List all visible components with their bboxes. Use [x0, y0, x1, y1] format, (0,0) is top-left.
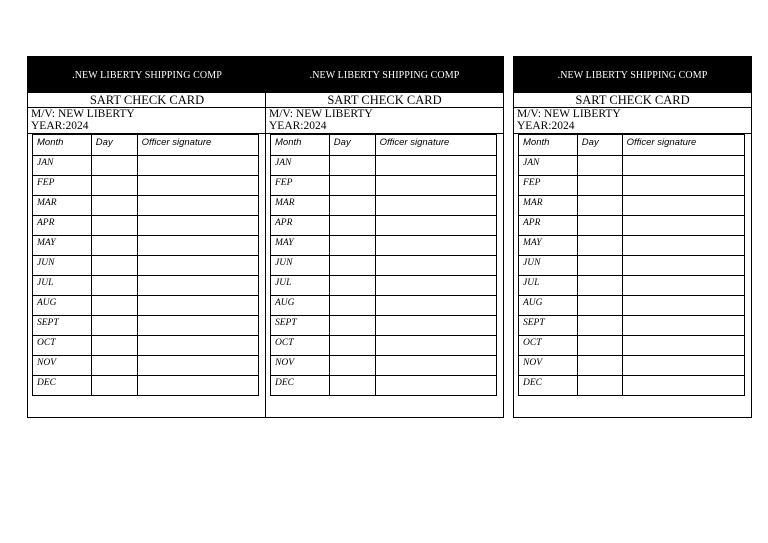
day-cell[interactable]	[329, 316, 375, 336]
month-cell: SEPT	[519, 316, 578, 336]
officer-signature-cell[interactable]	[375, 196, 496, 216]
officer-signature-cell[interactable]	[137, 296, 258, 316]
table-row	[33, 156, 259, 176]
column-header-officer-signature: Officer signature	[375, 135, 496, 156]
day-cell[interactable]	[577, 276, 622, 296]
day-cell[interactable]	[91, 236, 137, 256]
day-cell[interactable]	[577, 236, 622, 256]
column-header-officer-signature: Officer signature	[622, 135, 744, 156]
company-header	[266, 57, 503, 93]
month-cell: AUG	[271, 296, 330, 316]
day-cell[interactable]	[91, 156, 137, 176]
officer-signature-cell[interactable]	[375, 256, 496, 276]
table-row	[271, 356, 497, 376]
officer-signature-cell[interactable]	[137, 236, 258, 256]
day-cell[interactable]	[329, 336, 375, 356]
company-header	[514, 57, 751, 93]
officer-signature-cell[interactable]	[137, 276, 258, 296]
table-row	[519, 176, 745, 196]
column-header-day: Day	[577, 135, 622, 156]
table-row	[33, 316, 259, 336]
officer-signature-cell[interactable]	[375, 216, 496, 236]
table-row	[33, 376, 259, 396]
officer-signature-cell[interactable]	[137, 376, 258, 396]
month-cell: MAR	[271, 196, 330, 216]
column-header-day: Day	[91, 135, 137, 156]
sart-check-card-1	[27, 56, 267, 418]
vessel-info	[28, 108, 266, 134]
day-cell[interactable]	[577, 196, 622, 216]
officer-signature-cell[interactable]	[137, 316, 258, 336]
day-cell[interactable]	[577, 336, 622, 356]
day-cell[interactable]	[91, 196, 137, 216]
table-header-row	[271, 135, 497, 156]
day-cell[interactable]	[577, 356, 622, 376]
check-log-table	[518, 134, 745, 396]
column-header-day: Day	[329, 135, 375, 156]
month-cell: OCT	[33, 336, 92, 356]
officer-signature-cell[interactable]	[137, 356, 258, 376]
table-row	[271, 176, 497, 196]
month-cell: DEC	[271, 376, 330, 396]
month-cell: AUG	[33, 296, 92, 316]
officer-signature-cell[interactable]	[375, 156, 496, 176]
check-log-table	[270, 134, 497, 396]
table-row	[271, 376, 497, 396]
month-cell: MAY	[33, 236, 92, 256]
day-cell[interactable]	[577, 176, 622, 196]
day-cell[interactable]	[577, 316, 622, 336]
table-row	[33, 216, 259, 236]
month-cell: APR	[519, 216, 578, 236]
table-row	[33, 296, 259, 316]
column-header-officer-signature: Officer signature	[137, 135, 258, 156]
officer-signature-cell[interactable]	[622, 296, 744, 316]
table-row	[33, 356, 259, 376]
table-row	[519, 236, 745, 256]
table-row	[271, 256, 497, 276]
day-cell[interactable]	[91, 256, 137, 276]
officer-signature-cell[interactable]	[375, 176, 496, 196]
officer-signature-cell[interactable]	[622, 236, 744, 256]
table-row	[33, 236, 259, 256]
day-cell[interactable]	[329, 216, 375, 236]
month-cell: MAR	[519, 196, 578, 216]
card-title: SART CHECK CARD	[514, 93, 751, 108]
table-row	[519, 376, 745, 396]
officer-signature-cell[interactable]	[137, 336, 258, 356]
table-row	[519, 276, 745, 296]
table-row	[271, 296, 497, 316]
table-row	[519, 216, 745, 236]
month-cell: JAN	[33, 156, 92, 176]
day-cell[interactable]	[329, 176, 375, 196]
table-row	[33, 196, 259, 216]
column-header-month: Month	[33, 135, 92, 156]
officer-signature-cell[interactable]	[137, 156, 258, 176]
month-cell: APR	[271, 216, 330, 236]
month-cell: JUN	[33, 256, 92, 276]
year-label: YEAR:2024	[517, 120, 575, 132]
day-cell[interactable]	[329, 156, 375, 176]
table-row	[271, 216, 497, 236]
table-row	[271, 316, 497, 336]
month-cell: JUL	[33, 276, 92, 296]
card-title: SART CHECK CARD	[266, 93, 503, 108]
vessel-name: M/V: NEW LIBERTY	[517, 108, 621, 120]
table-row	[271, 276, 497, 296]
card-title: SART CHECK CARD	[28, 93, 266, 108]
month-cell: AUG	[519, 296, 578, 316]
officer-signature-cell[interactable]	[622, 376, 744, 396]
day-cell[interactable]	[91, 356, 137, 376]
officer-signature-cell[interactable]	[622, 216, 744, 236]
officer-signature-cell[interactable]	[137, 176, 258, 196]
month-cell: OCT	[519, 336, 578, 356]
month-cell: MAY	[519, 236, 578, 256]
month-cell: JUL	[519, 276, 578, 296]
company-name: .NEW LIBERTY SHIPPING COMP	[309, 69, 460, 81]
month-cell: FEP	[33, 176, 92, 196]
month-cell: OCT	[271, 336, 330, 356]
vessel-info	[266, 108, 503, 134]
officer-signature-cell[interactable]	[622, 176, 744, 196]
table-row	[271, 196, 497, 216]
day-cell[interactable]	[91, 296, 137, 316]
table-row	[519, 256, 745, 276]
month-cell: APR	[33, 216, 92, 236]
table-row	[33, 256, 259, 276]
month-cell: MAR	[33, 196, 92, 216]
month-cell: DEC	[33, 376, 92, 396]
officer-signature-cell[interactable]	[375, 316, 496, 336]
month-cell: FEP	[271, 176, 330, 196]
day-cell[interactable]	[577, 156, 622, 176]
month-cell: JUN	[271, 256, 330, 276]
officer-signature-cell[interactable]	[137, 256, 258, 276]
day-cell[interactable]	[577, 376, 622, 396]
day-cell[interactable]	[329, 356, 375, 376]
day-cell[interactable]	[91, 176, 137, 196]
column-header-month: Month	[271, 135, 330, 156]
officer-signature-cell[interactable]	[137, 216, 258, 236]
officer-signature-cell[interactable]	[622, 256, 744, 276]
table-row	[519, 336, 745, 356]
day-cell[interactable]	[91, 376, 137, 396]
month-cell: NOV	[519, 356, 578, 376]
table-header-row	[519, 135, 745, 156]
officer-signature-cell[interactable]	[137, 196, 258, 216]
month-cell: SEPT	[33, 316, 92, 336]
day-cell[interactable]	[329, 236, 375, 256]
officer-signature-cell[interactable]	[375, 336, 496, 356]
day-cell[interactable]	[329, 276, 375, 296]
table-row	[33, 276, 259, 296]
sart-check-card-2	[265, 56, 504, 418]
month-cell: MAY	[271, 236, 330, 256]
table-row	[519, 296, 745, 316]
month-cell: JAN	[271, 156, 330, 176]
vessel-info	[514, 108, 751, 134]
sart-check-card-3	[513, 56, 752, 418]
table-row	[271, 156, 497, 176]
month-cell: JAN	[519, 156, 578, 176]
month-cell: JUN	[519, 256, 578, 276]
officer-signature-cell[interactable]	[375, 376, 496, 396]
officer-signature-cell[interactable]	[375, 296, 496, 316]
company-name: .NEW LIBERTY SHIPPING COMP	[557, 69, 708, 81]
table-row	[271, 236, 497, 256]
month-cell: FEP	[519, 176, 578, 196]
day-cell[interactable]	[329, 376, 375, 396]
officer-signature-cell[interactable]	[622, 336, 744, 356]
table-row	[271, 336, 497, 356]
day-cell[interactable]	[329, 256, 375, 276]
day-cell[interactable]	[577, 256, 622, 276]
vessel-name: M/V: NEW LIBERTY	[31, 108, 135, 120]
officer-signature-cell[interactable]	[622, 196, 744, 216]
day-cell[interactable]	[91, 216, 137, 236]
month-cell: DEC	[519, 376, 578, 396]
year-label: YEAR:2024	[31, 120, 89, 132]
officer-signature-cell[interactable]	[622, 316, 744, 336]
table-row	[519, 156, 745, 176]
officer-signature-cell[interactable]	[622, 356, 744, 376]
month-cell: JUL	[271, 276, 330, 296]
month-cell: SEPT	[271, 316, 330, 336]
table-row	[519, 356, 745, 376]
day-cell[interactable]	[329, 196, 375, 216]
day-cell[interactable]	[577, 296, 622, 316]
month-cell: NOV	[33, 356, 92, 376]
year-label: YEAR:2024	[269, 120, 327, 132]
officer-signature-cell[interactable]	[622, 276, 744, 296]
day-cell[interactable]	[91, 316, 137, 336]
check-log-table	[32, 134, 259, 396]
officer-signature-cell[interactable]	[375, 236, 496, 256]
officer-signature-cell[interactable]	[375, 356, 496, 376]
table-row	[519, 316, 745, 336]
company-name: .NEW LIBERTY SHIPPING COMP	[72, 69, 222, 81]
day-cell[interactable]	[91, 336, 137, 356]
day-cell[interactable]	[91, 276, 137, 296]
day-cell[interactable]	[329, 296, 375, 316]
table-row	[33, 336, 259, 356]
table-row	[33, 176, 259, 196]
table-header-row	[33, 135, 259, 156]
column-header-month: Month	[519, 135, 578, 156]
officer-signature-cell[interactable]	[622, 156, 744, 176]
vessel-name: M/V: NEW LIBERTY	[269, 108, 373, 120]
officer-signature-cell[interactable]	[375, 276, 496, 296]
day-cell[interactable]	[577, 216, 622, 236]
company-header	[28, 57, 266, 93]
month-cell: NOV	[271, 356, 330, 376]
table-row	[519, 196, 745, 216]
